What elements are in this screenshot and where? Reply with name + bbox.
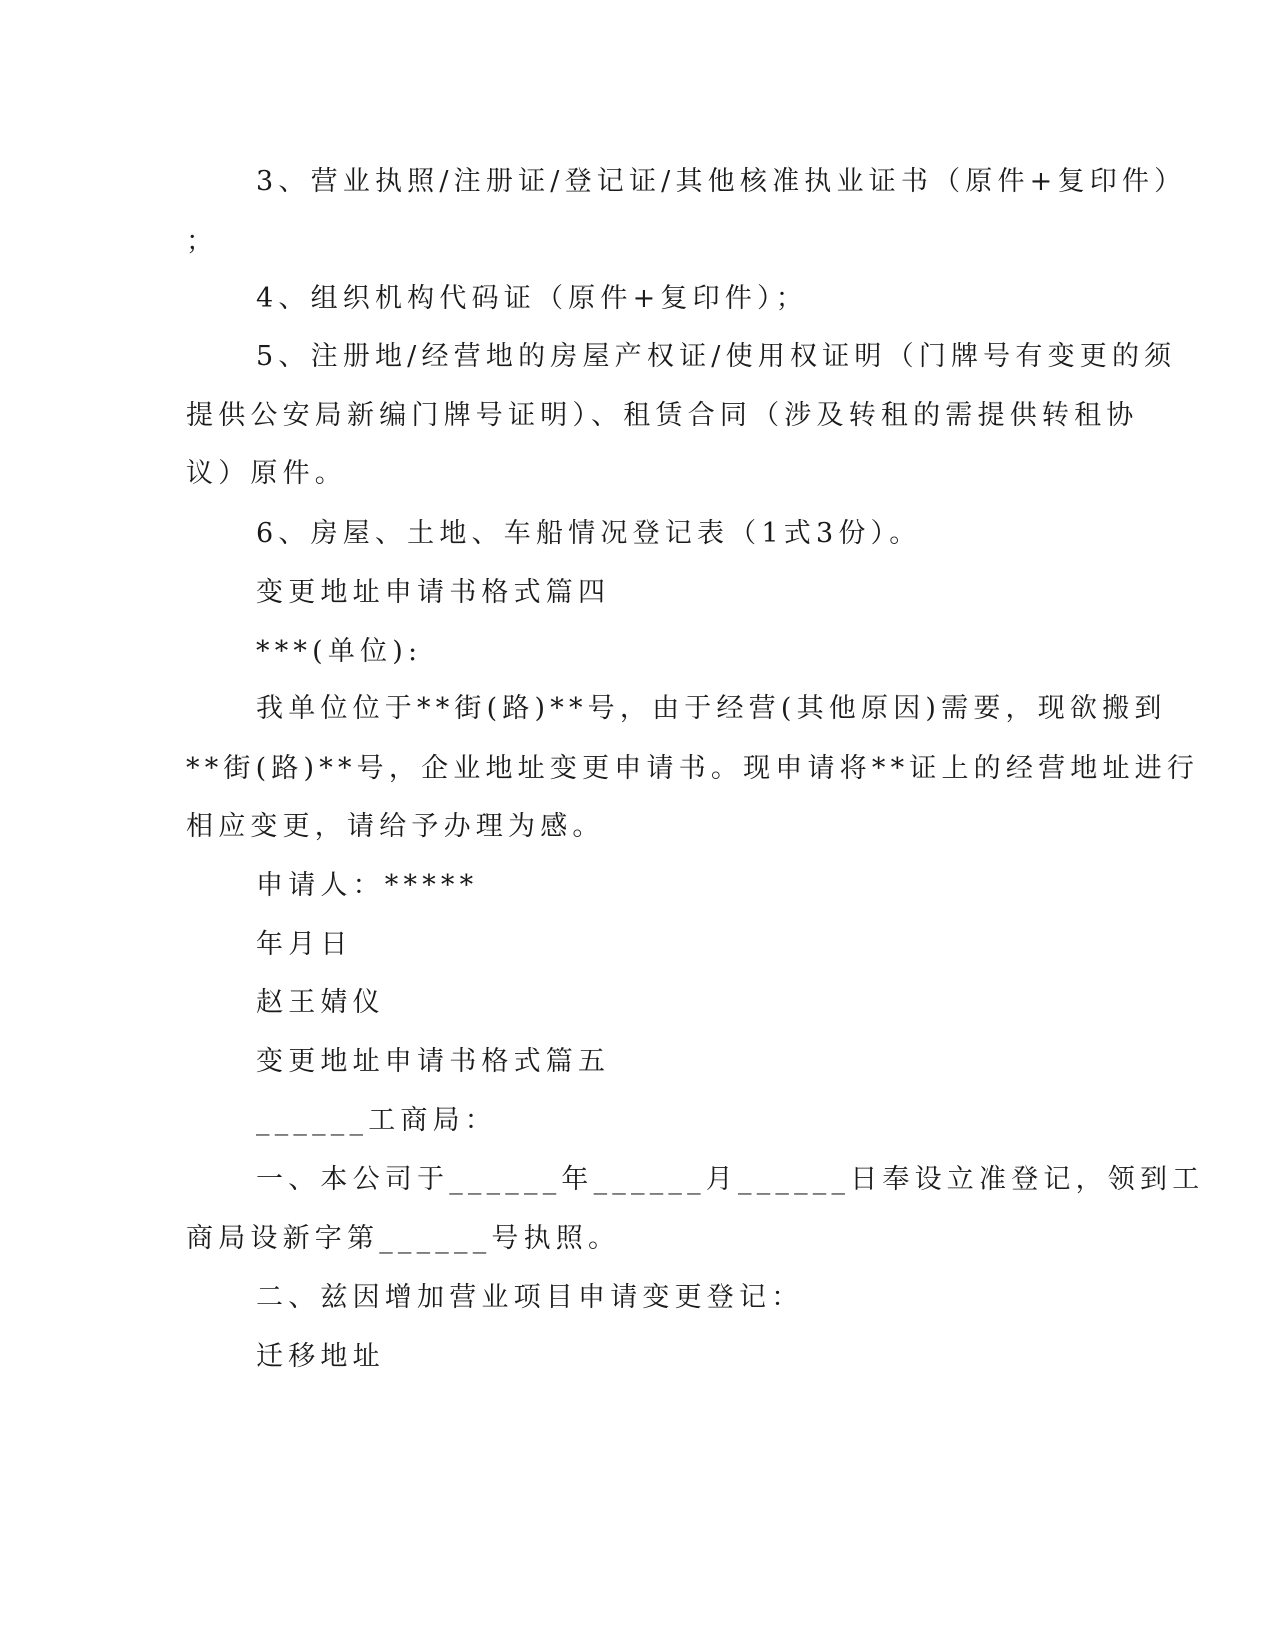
clause-1-line-1: 一、本公司于______年______月______日奉设立准登记，领到工 <box>256 1164 1205 1195</box>
item-6-text: 6、房屋、土地、车船情况登记表（1式3份）。 <box>256 518 922 549</box>
section-heading-5: 变更地址申请书格式篇五 <box>256 1046 611 1077</box>
item-5-line-2: 提供公安局新编门牌号证明）、租赁合同（涉及转租的需提供转租协 <box>186 400 1139 431</box>
item-5-line-3: 议）原件。 <box>186 458 347 489</box>
body-line-2: **街(路)**号，企业地址变更申请书。现申请将**证上的经营地址进行 <box>186 753 1200 784</box>
item-5-text: 5、注册地/经营地的房屋产权证/使用权证明（门牌号有变更的须 <box>256 341 1177 372</box>
salutation: ***(单位): <box>256 636 423 667</box>
item-4-text: 4、组织机构代码证（原件+复印件）； <box>256 283 808 314</box>
applicant-line: 申请人：***** <box>256 870 479 901</box>
body-line-1: 我单位位于**街(路)**号，由于经营(其他原因)需要，现欲搬到 <box>256 693 1167 724</box>
signature-name: 赵王婧仪 <box>256 987 385 1018</box>
section-heading-4: 变更地址申请书格式篇四 <box>256 577 611 608</box>
relocation-address-label: 迁移地址 <box>256 1341 385 1372</box>
item-3-continuation: ； <box>186 226 219 257</box>
addressee-line: ______工商局： <box>256 1105 497 1136</box>
clause-2-line: 二、兹因增加营业项目申请变更登记： <box>256 1282 804 1313</box>
clause-1-line-2: 商局设新字第______号执照。 <box>186 1223 621 1254</box>
date-line: 年月日 <box>256 929 353 960</box>
item-3-text: 3、营业执照/注册证/登记证/其他核准执业证书（原件+复印件） <box>256 166 1187 197</box>
body-line-3: 相应变更，请给予办理为感。 <box>186 811 605 842</box>
